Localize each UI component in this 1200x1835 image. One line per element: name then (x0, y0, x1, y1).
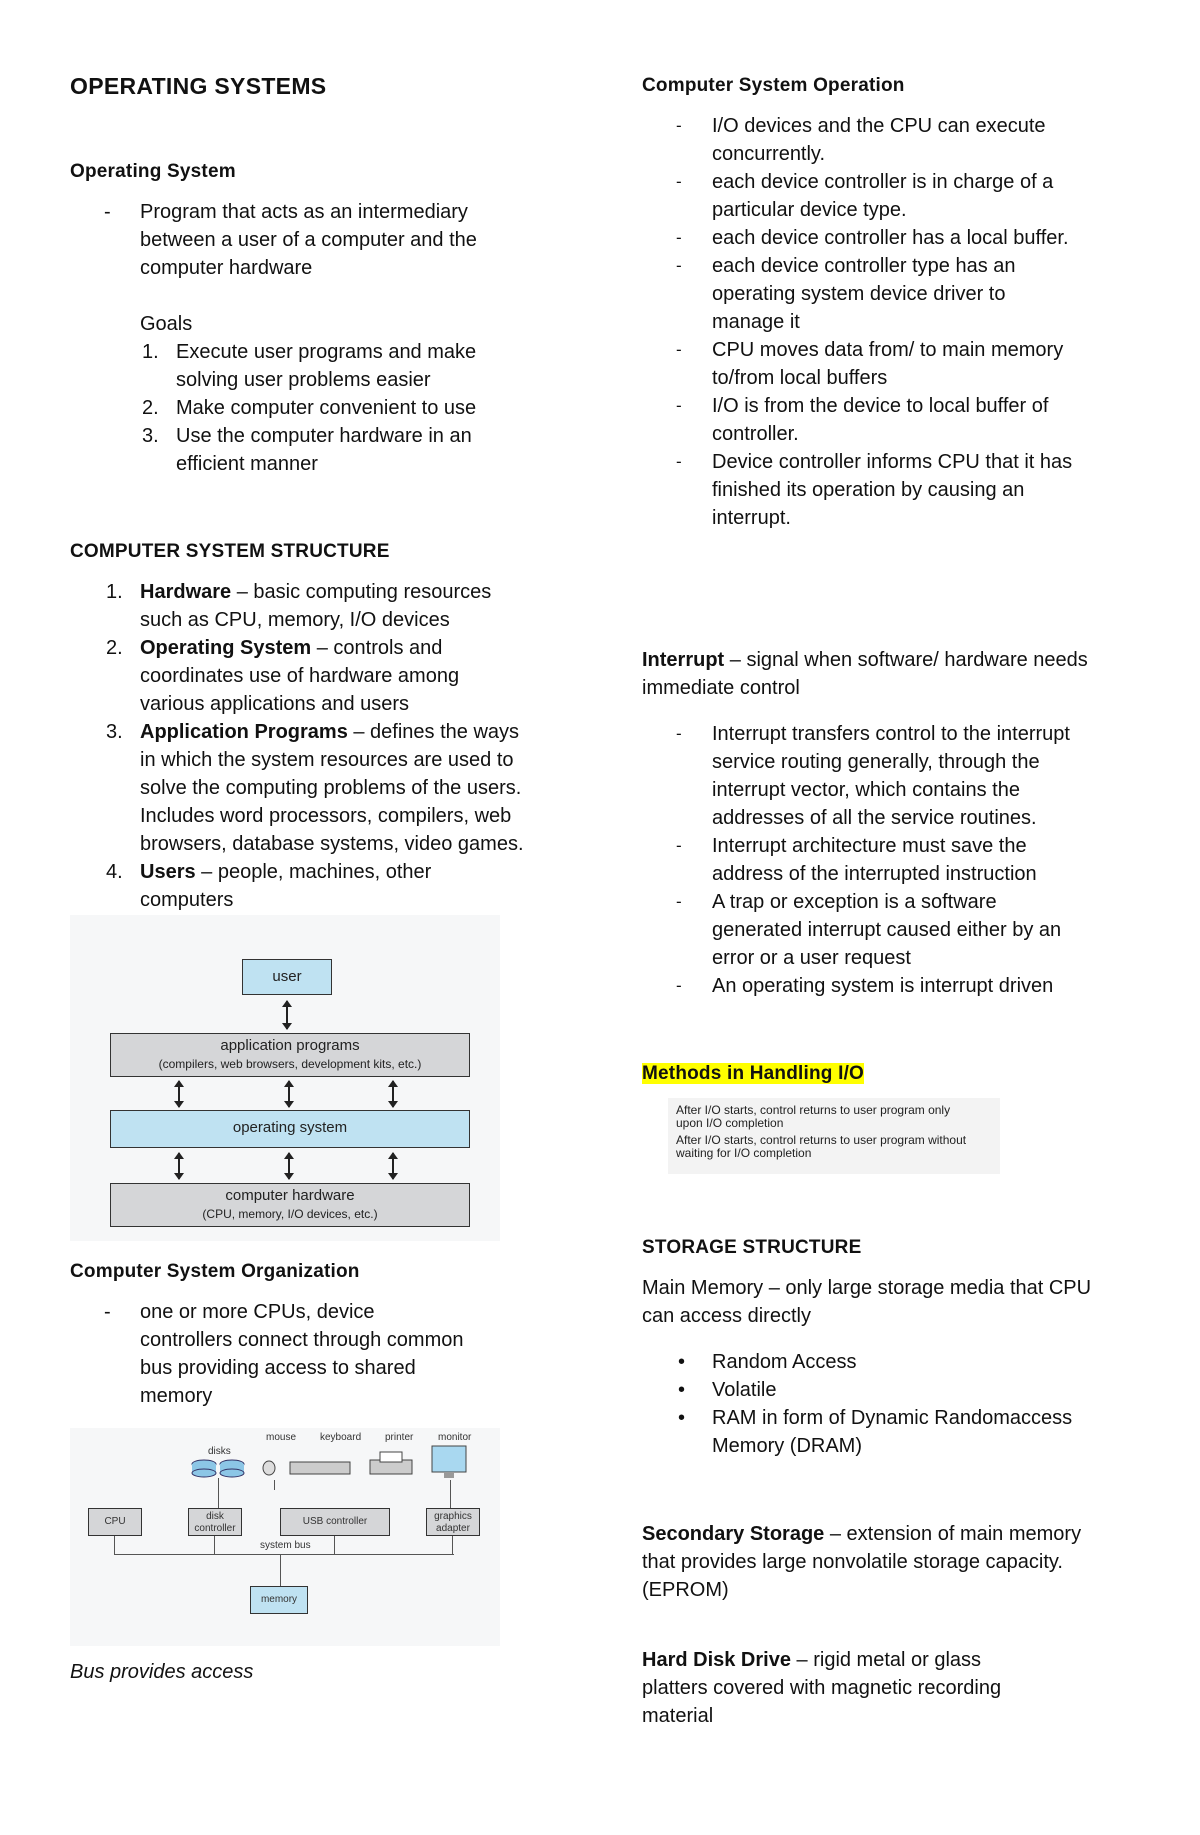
cso-heading: Computer System Organization (70, 1261, 360, 1282)
arrow-icon (178, 1153, 180, 1179)
arrow-icon (392, 1081, 394, 1107)
css-list (70, 578, 570, 914)
user-box: user (242, 959, 332, 995)
disk-controller-box: disk controller (188, 1508, 242, 1536)
system-bus-label: system bus (260, 1540, 311, 1551)
cs-operation-list (642, 112, 1162, 532)
io-methods-figure: After I/O starts, control returns to user program only upon I/O completion After I/O starts, control returns to user program without waiting for I/O completion (668, 1098, 1000, 1174)
os-definition-list (70, 198, 570, 282)
list-item: • Random Access (642, 1348, 1162, 1376)
os-definition: - Program that acts as an intermediary between a user of a computer and the computer hardware (70, 198, 570, 282)
keyboard-label: keyboard (320, 1432, 362, 1443)
list-item: - I/O devices and the CPU can execute concurrently. (642, 112, 1162, 168)
arrow-icon (178, 1081, 180, 1107)
list-item: - each device controller type has an operating system device driver to manage it (642, 252, 1162, 336)
application-programs-box: application programs (compilers, web browsers, development kits, etc.) (110, 1033, 470, 1077)
memory-list (642, 1348, 1162, 1460)
page-title: OPERATING SYSTEMS (70, 73, 327, 99)
disks-icon (190, 1458, 250, 1480)
goals-label: Goals (140, 313, 193, 335)
cs-operation-heading: Computer System Operation (642, 75, 905, 96)
storage-heading: STORAGE STRUCTURE (642, 1237, 862, 1258)
list-item: 4. Users – people, machines, other computers (106, 861, 432, 911)
list-item: - Interrupt transfers control to the interrupt service routing generally, through the interrupt vector, which contains the addresses of all the service routines. (642, 720, 1162, 832)
disks-label: disks (208, 1446, 231, 1457)
list-item: 1. Hardware – basic computing resources such as CPU, memory, I/O devices (106, 581, 492, 631)
monitor-icon (430, 1444, 470, 1480)
list-item: - one or more CPUs, device controllers connect through common bus providing access to shared memory (70, 1298, 570, 1410)
list-item: - A trap or exception is a software generated interrupt caused either by an error or a user request (642, 888, 1162, 972)
operating-system-box: operating system (110, 1110, 470, 1148)
list-item: 3. Use the computer hardware in an efficient manner (142, 425, 472, 475)
list-item: 2. Make computer convenient to use (142, 397, 477, 419)
computer-hardware-box: computer hardware (CPU, memory, I/O devices, etc.) (110, 1183, 470, 1227)
system-structure-diagram (70, 915, 500, 1241)
io-methods-heading: Methods in Handling I/O (642, 1063, 865, 1084)
list-item: 2. Operating System – controls and coordinates use of hardware among various applications and users (106, 637, 460, 715)
list-item: - An operating system is interrupt driven (642, 972, 1162, 1000)
printer-icon (366, 1450, 416, 1476)
interrupt-definition: Interrupt – signal when software/ hardware needs immediate control (642, 649, 1088, 699)
list-item: • Volatile (642, 1376, 1162, 1404)
list-item: • RAM in form of Dynamic Randomaccess Memory (DRAM) (642, 1404, 1162, 1460)
system-organization-diagram (70, 1428, 500, 1646)
interrupt-list (642, 720, 1162, 1000)
memory-box: memory (250, 1586, 308, 1614)
mouse-icon (260, 1458, 278, 1476)
list-item: 3. Application Programs – defines the ways in which the system resources are used to solve the computing problems of the users. Includes word processors, compilers, web browsers, database systems, video games. (106, 721, 524, 855)
os-heading: Operating System (70, 161, 236, 182)
main-memory-definition: Main Memory – only large storage media that CPU can access directly (642, 1277, 1092, 1327)
printer-label: printer (385, 1432, 414, 1443)
list-item: - CPU moves data from/ to main memory to/from local buffers (642, 336, 1162, 392)
goals-list (70, 338, 570, 478)
usb-controller-box: USB controller (280, 1508, 390, 1536)
list-item: 1. Execute user programs and make solving user problems easier (142, 341, 477, 391)
keyboard-icon (288, 1458, 352, 1476)
arrow-icon (288, 1081, 290, 1107)
list-item: - Device controller informs CPU that it has finished its operation by causing an interrupt. (642, 448, 1162, 532)
list-item: - each device controller has a local buffer. (642, 224, 1162, 252)
list-item: - each device controller is in charge of a particular device type. (642, 168, 1162, 224)
css-heading: COMPUTER SYSTEM STRUCTURE (70, 541, 390, 562)
arrow-icon (392, 1153, 394, 1179)
mouse-label: mouse (266, 1432, 297, 1443)
cpu-box: CPU (88, 1508, 142, 1536)
bus-caption: Bus provides access (70, 1661, 254, 1683)
graphics-adapter-box: graphics adapter (426, 1508, 480, 1536)
list-item: - Interrupt architecture must save the address of the interrupted instruction (642, 832, 1162, 888)
arrow-icon (286, 1001, 288, 1029)
secondary-storage-definition: Secondary Storage – extension of main memory that provides large nonvolatile storage capacity. (EPROM) (642, 1523, 1082, 1601)
cso-list (70, 1298, 570, 1410)
list-item: - I/O is from the device to local buffer of controller. (642, 392, 1162, 448)
hard-disk-drive-definition: Hard Disk Drive – rigid metal or glass platters covered with magnetic recording material (642, 1649, 1002, 1727)
arrow-icon (288, 1153, 290, 1179)
monitor-label: monitor (438, 1432, 472, 1443)
